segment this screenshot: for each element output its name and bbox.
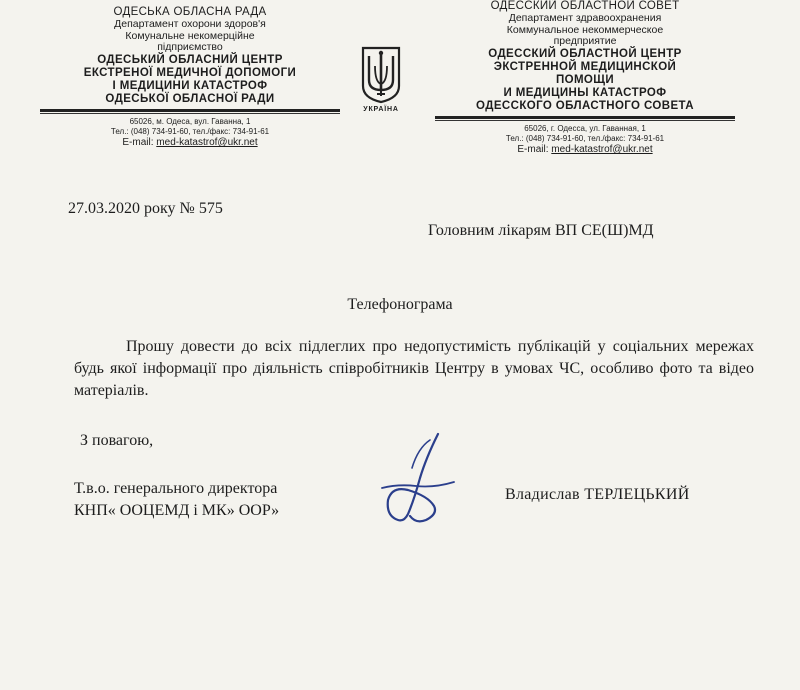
department-name: Департамент здравоохранения — [508, 11, 662, 24]
document-body — [74, 336, 754, 402]
org-address: 65026, г. Одесса, ул. Гаванная, 1 — [524, 123, 646, 133]
letterhead-rule — [40, 109, 340, 112]
closing-greeting: З повагою, — [80, 432, 154, 449]
org-address: 65026, м. Одеса, вул. Гаванна, 1 — [129, 116, 251, 126]
signatory-name: Владислав ТЕРЛЕЦЬКИЙ — [505, 486, 690, 503]
date-and-number: 27.03.2020 року № 575 — [68, 200, 223, 217]
org-name-line: ОДЕСЬКОЇ ОБЛАСНОЇ РАДИ — [105, 92, 275, 105]
org-email-line — [40, 137, 340, 148]
letterhead-rule — [435, 120, 735, 121]
org-type-line: підприємство — [157, 41, 223, 54]
org-name-line: ЭКСТРЕННОЙ МЕДИЦИНСКОЙ — [493, 61, 677, 73]
signatory-title — [74, 478, 279, 522]
email-label: E-mail: — [122, 137, 154, 149]
body-paragraph: Прошу довести до всіх підлеглих про недопустимість публікацій у соціальних мережах будь якої інформації про діяльність співробітників Центру в умовах ЧС, особливо фото та відео матеріалів. — [74, 338, 754, 399]
org-name-line: ОДЕССКОГО ОБЛАСТНОГО СОВЕТА — [476, 99, 694, 112]
letterhead-right — [420, 0, 750, 155]
org-type-line: Коммунальное некоммерческое — [506, 23, 664, 36]
signatory-title-line: КНП« ООЦЕМД і МК» ООР» — [74, 502, 280, 519]
org-phones: Тел.: (048) 734-91-60, тел./факс: 734-91-61 — [110, 127, 270, 137]
addressee: Головним лікарям ВП СЕ(Ш)МД — [428, 222, 654, 239]
letterhead-rule — [40, 113, 340, 114]
email-link[interactable]: med-katastrof@ukr.net — [156, 137, 258, 149]
document-title: Телефонограма — [347, 296, 453, 313]
org-type-line: предприятие — [553, 35, 617, 48]
council-name: ОДЕССКИЙ ОБЛАСТНОЙ СОВЕТ — [490, 0, 680, 12]
state-emblem — [350, 44, 412, 113]
letterhead-rule — [435, 116, 735, 119]
org-type-line: Комунальне некомерційне — [125, 29, 255, 42]
org-name-line: ОДЕСЬКИЙ ОБЛАСНИЙ ЦЕНТР — [97, 54, 283, 67]
letterhead-left — [40, 6, 340, 149]
email-label: E-mail: — [517, 144, 549, 156]
signatory-title-line: Т.в.о. генерального директора — [74, 480, 278, 497]
org-email-line — [420, 144, 750, 155]
org-name-line: ОДЕССКИЙ ОБЛАСТНОЙ ЦЕНТР — [488, 48, 682, 61]
org-name-line: І МЕДИЦИНИ КАТАСТРОФ — [112, 79, 268, 92]
council-name: ОДЕСЬКА ОБЛАСНА РАДА — [113, 6, 267, 18]
org-phones: Тел.: (048) 734-91-60, тел./факс: 734-91-61 — [505, 133, 665, 143]
org-name-line: ПОМОЩИ — [555, 73, 615, 86]
emblem-caption: УКРАЇНА — [363, 106, 399, 113]
org-name-line: ЕКСТРЕНОЇ МЕДИЧНОЇ ДОПОМОГИ — [83, 67, 297, 79]
trident-icon — [359, 44, 403, 104]
org-name-line: И МЕДИЦИНЫ КАТАСТРОФ — [503, 86, 667, 99]
handwritten-signature — [368, 428, 478, 538]
email-link[interactable]: med-katastrof@ukr.net — [551, 144, 653, 156]
department-name: Департамент охорони здоров'я — [114, 17, 266, 30]
